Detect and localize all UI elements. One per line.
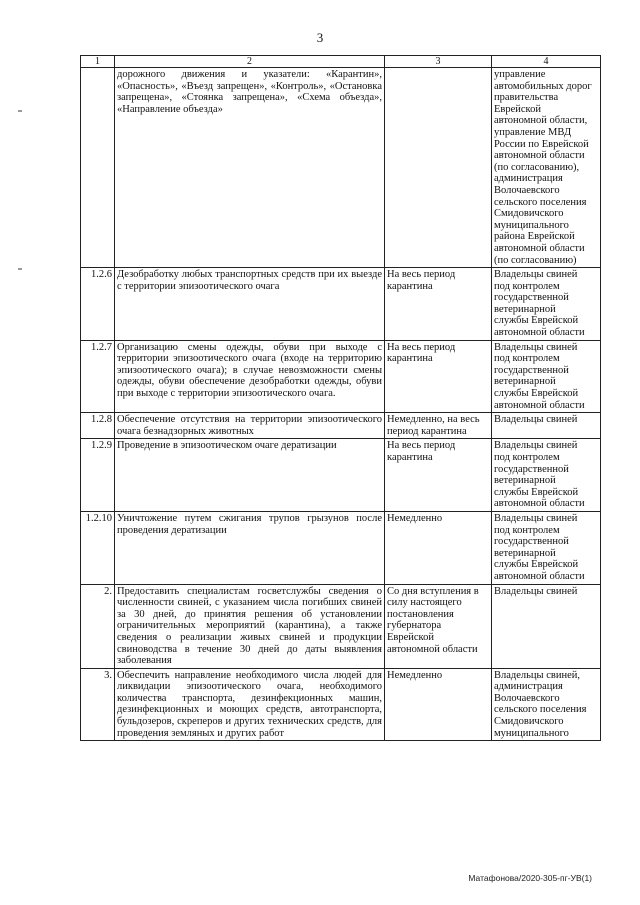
column-header: 3 — [385, 56, 492, 68]
table-row — [81, 511, 601, 584]
row-number: 3. — [81, 668, 115, 741]
responsible-text: Владельцы свиней под контролем государственной ветеринарной службы Еврейской автономной области — [492, 268, 601, 341]
row-number: 1.2.7 — [81, 340, 115, 413]
term-text: Немедленно, на весь период карантина — [385, 413, 492, 439]
row-number: 1.2.6 — [81, 268, 115, 341]
row-number: 1.2.8 — [81, 413, 115, 439]
measure-text: дорожного движения и указатели: «Карантин», «Опасность», «Въезд запрещен», «Контроль», «Остановка запрещена», «Стоянка запрещена», «Схема объезда», «Направление объезда» — [115, 68, 385, 268]
table-row — [81, 413, 601, 439]
responsible-text: Владельцы свиней под контролем государственной ветеринарной службы Еврейской автономной области — [492, 511, 601, 584]
column-header: 2 — [115, 56, 385, 68]
measure-text: Предоставить специалистам госветслужбы сведения о численности свиней, с указанием числа погибших свиней за 30 дней, до принятия решения об установлении ограничительных мероприятий (карантина), а также сведения о реализации живых свиней и продукции свиноводства в течение 30 дней до даты выявления заболевания — [115, 584, 385, 668]
row-number — [81, 68, 115, 268]
scan-margin-mark — [18, 268, 22, 270]
responsible-text: управление автомобильных дорог правительства Еврейской автономной области, управление МВД России по Еврейской автономной области (по согласованию), администрация Волочаевского сельского поселения Смидовичского муниципального района Еврейской автономной области (по согласованию) — [492, 68, 601, 268]
table-row — [81, 439, 601, 512]
responsible-text: Владельцы свиней, администрация Волочаевского сельского поселения Смидовичского муниципального — [492, 668, 601, 741]
table-row — [81, 668, 601, 741]
measure-text: Обеспечить направление необходимого числа людей для ликвидации эпизоотического очага, необходимого количества транспорта, дезинфекционных машин, дезинфекционных и моющих средств, автотранспорта, бульдозеров, скреперов и других технических средств, для проведения земляных и других работ — [115, 668, 385, 741]
measure-text: Дезобработку любых транспортных средств при их выезде с территории эпизоотического очага — [115, 268, 385, 341]
measure-text: Обеспечение отсутствия на территории эпизоотического очага безнадзорных животных — [115, 413, 385, 439]
term-text: На весь период карантина — [385, 439, 492, 512]
document-code: Матафонова/2020-305-пг-УВ(1) — [468, 873, 592, 883]
responsible-text: Владельцы свиней под контролем государственной ветеринарной службы Еврейской автономной области — [492, 439, 601, 512]
table-row — [81, 268, 601, 341]
column-header: 1 — [81, 56, 115, 68]
table-row — [81, 340, 601, 413]
table-row — [81, 584, 601, 668]
responsible-text: Владельцы свиней под контролем государственной ветеринарной службы Еврейской автономной области — [492, 340, 601, 413]
measure-text: Уничтожение путем сжигания трупов грызунов после проведения дератизации — [115, 511, 385, 584]
term-text — [385, 68, 492, 268]
scan-margin-mark — [18, 110, 22, 112]
measures-table — [80, 55, 601, 741]
table-header-row — [81, 56, 601, 68]
row-number: 2. — [81, 584, 115, 668]
term-text: Немедленно — [385, 668, 492, 741]
term-text: На весь период карантина — [385, 340, 492, 413]
term-text: Немедленно — [385, 511, 492, 584]
term-text: На весь период карантина — [385, 268, 492, 341]
row-number: 1.2.10 — [81, 511, 115, 584]
page-number: 3 — [316, 30, 324, 45]
column-header: 4 — [492, 56, 601, 68]
measure-text: Организацию смены одежды, обуви при выходе с территории эпизоотического очага (входе на территорию эпизоотического очага); в случае невозможности смены одежды, обуви обеспечение дезобработки одежды, обуви при выходе с территории эпизоотического очага. — [115, 340, 385, 413]
term-text: Со дня вступления в силу настоящего постановления губернатора Еврейской автономной области — [385, 584, 492, 668]
responsible-text: Владельцы свиней — [492, 413, 601, 439]
responsible-text: Владельцы свиней — [492, 584, 601, 668]
table-row — [81, 68, 601, 268]
row-number: 1.2.9 — [81, 439, 115, 512]
measure-text: Проведение в эпизоотическом очаге дератизации — [115, 439, 385, 512]
